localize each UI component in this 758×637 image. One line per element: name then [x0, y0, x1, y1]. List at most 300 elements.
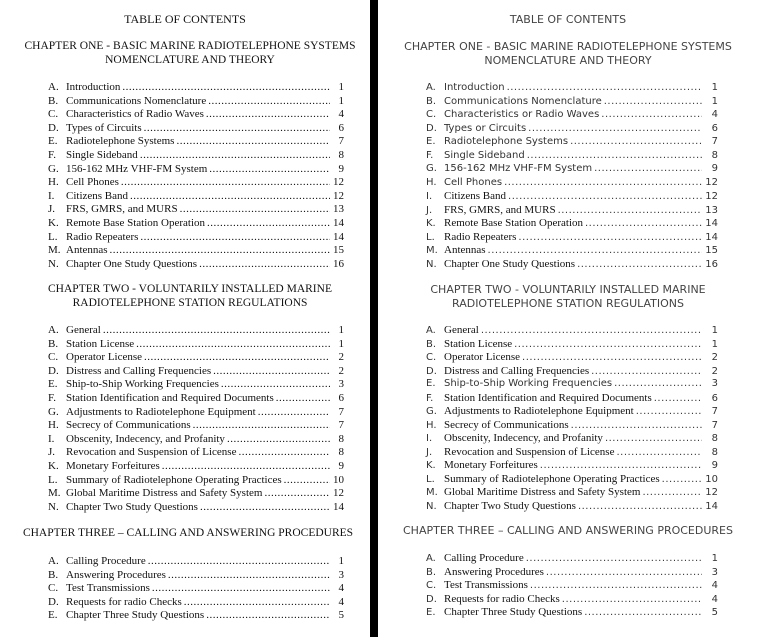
dot-leader	[110, 244, 330, 256]
dot-leader	[558, 205, 702, 216]
dot-leader	[213, 365, 330, 377]
toc-entry-letter: C.	[426, 352, 437, 363]
chapter-heading-line: NOMENCLATURE AND THEORY	[484, 53, 652, 67]
dot-leader	[591, 366, 702, 377]
toc-entry[interactable]	[48, 378, 344, 392]
toc-entry[interactable]	[426, 432, 718, 446]
chapter-two-heading	[18, 283, 362, 310]
toc-entry[interactable]	[48, 338, 344, 352]
toc-entry-page: 4	[338, 582, 344, 595]
dot-leader	[258, 406, 330, 418]
dot-leader	[514, 339, 702, 350]
toc-entry-label: Ship-to-Ship Working Frequencies	[444, 378, 613, 389]
toc-entry[interactable]	[48, 217, 344, 231]
toc-entry-letter: H.	[48, 419, 59, 432]
chapter-heading-line: NOMENCLATURE AND THEORY	[105, 53, 275, 66]
toc-entry-page: 7	[338, 419, 344, 432]
toc-entry-label: Monetary Forfeitures	[444, 459, 538, 471]
toc-entry[interactable]	[426, 96, 718, 110]
dot-leader	[207, 217, 330, 229]
dot-leader	[200, 501, 330, 513]
dot-leader	[526, 553, 702, 564]
toc-entry[interactable]	[48, 406, 344, 420]
toc-entry-letter: L.	[48, 473, 58, 486]
toc-entry-page: 6	[711, 122, 718, 134]
toc-entry[interactable]	[426, 392, 718, 406]
toc-entry-letter: B.	[48, 337, 59, 350]
toc-entry[interactable]	[48, 81, 344, 95]
toc-entry-page: 14	[333, 230, 344, 243]
toc-entry-page: 9	[338, 460, 344, 472]
dot-leader	[642, 487, 702, 498]
toc-entry-page: 15	[705, 245, 718, 256]
toc-entry-label: Introduction	[444, 82, 505, 93]
chapter-heading-line: RADIOTELEPHONE STATION REGULATIONS	[72, 296, 308, 309]
toc-entry-label: Distress and Calling Frequencies	[66, 364, 212, 377]
toc-entry-letter: D.	[426, 365, 437, 377]
dot-leader	[209, 163, 330, 175]
toc-entry-label: Characteristics of Radio Waves	[66, 108, 204, 121]
toc-entry-letter: L.	[426, 231, 435, 243]
toc-entry-label: Citizens Band	[66, 189, 129, 202]
toc-entry-label: Requests for radio Checks	[444, 592, 560, 605]
toc-entry[interactable]	[426, 579, 718, 593]
dot-leader	[136, 338, 330, 350]
dot-leader	[122, 81, 330, 93]
toc-entry[interactable]	[48, 487, 344, 501]
toc-entry-page: 14	[333, 217, 344, 229]
toc-entry-letter: C.	[426, 580, 437, 591]
dot-leader	[221, 378, 330, 390]
toc-entry-page: 1	[711, 95, 718, 107]
toc-entry-label: Secrecy of Communications	[66, 419, 191, 432]
toc-entry-label: Chapter Two Study Questions	[444, 499, 576, 512]
toc-entry-page: 12	[705, 191, 718, 202]
toc-entry[interactable]	[426, 82, 718, 96]
chapter-heading-line: CHAPTER TWO - VOLUNTARILY INSTALLED MARINE	[48, 283, 332, 295]
toc-entry-label: Monetary Forfeitures	[66, 460, 160, 472]
dot-leader	[540, 460, 702, 471]
dot-leader	[208, 95, 330, 107]
toc-entry-page: 1	[711, 325, 718, 336]
toc-entry-letter: G.	[426, 406, 437, 417]
toc-entry-label: FRS, GMRS, and MURS	[444, 203, 556, 216]
toc-entry-letter: A.	[48, 81, 59, 93]
toc-entry-label: Radio Repeaters	[444, 230, 517, 243]
toc-entry[interactable]	[426, 486, 718, 500]
toc-entry-page: 16	[705, 258, 718, 270]
toc-entry-label: Communications Nomenclature	[66, 94, 207, 107]
toc-entry-page: 14	[333, 500, 344, 513]
dot-leader	[264, 487, 330, 499]
toc-entry[interactable]	[48, 324, 344, 338]
toc-entry[interactable]	[426, 459, 718, 473]
dot-leader	[140, 149, 330, 161]
dot-leader	[206, 609, 330, 621]
toc-entry-letter: G.	[48, 405, 59, 418]
toc-entry-page: 7	[338, 135, 344, 148]
toc-entry-page: 12	[333, 189, 344, 202]
toc-entry-letter: B.	[426, 566, 437, 578]
chapter-heading-line: CHAPTER THREE – CALLING AND ANSWERING PROCEDURES	[22, 527, 354, 539]
toc-entry[interactable]	[48, 392, 344, 406]
dot-leader	[206, 108, 330, 120]
toc-entry-label: Summary of Radiotelephone Operating Practices	[444, 472, 660, 485]
toc-entry-page: 2	[711, 352, 718, 363]
dot-leader	[654, 393, 702, 404]
dot-leader	[527, 150, 702, 161]
toc-entry-letter: B.	[426, 338, 437, 350]
toc-entry-label: Remote Base Station Operation	[444, 217, 583, 229]
dot-leader	[144, 351, 330, 363]
toc-entry-page: 9	[711, 163, 718, 174]
dot-leader	[168, 569, 330, 581]
toc-entry-letter: M.	[426, 487, 438, 498]
toc-entry[interactable]	[48, 446, 344, 460]
toc-entry-page: 3	[711, 566, 718, 578]
toc-entry-page: 1	[711, 82, 718, 93]
toc-entry-letter: A.	[426, 553, 436, 564]
toc-entry-letter: J.	[426, 446, 433, 458]
toc-entry[interactable]	[48, 190, 344, 204]
toc-entry-label: Distress and Calling Frequencies	[444, 364, 590, 377]
dot-leader	[140, 231, 330, 243]
toc-entry-page: 8	[338, 149, 344, 161]
toc-entry[interactable]	[426, 338, 718, 352]
toc-entry-letter: A.	[48, 555, 59, 567]
toc-entry-letter: K.	[48, 217, 59, 229]
toc-entry[interactable]	[426, 244, 718, 258]
toc-entry[interactable]	[48, 596, 344, 610]
chapter-three-heading	[10, 527, 366, 541]
toc-entry-label: Radio Repeaters	[66, 230, 139, 243]
dot-leader	[481, 325, 702, 336]
toc-entry-label: Station License	[66, 337, 135, 350]
toc-entry-label: Types or Circuits	[444, 122, 527, 134]
dot-leader	[518, 232, 702, 243]
toc-entry-label: Test Transmissions	[444, 579, 528, 591]
toc-entry[interactable]	[426, 163, 718, 177]
toc-entry-letter: I.	[426, 191, 433, 202]
toc-entry-letter: M.	[426, 245, 438, 256]
toc-entry-page: 13	[705, 204, 718, 216]
toc-entry-page: 3	[338, 378, 344, 391]
toc-entry-letter: C.	[48, 582, 59, 595]
toc-entry-letter: C.	[48, 351, 59, 364]
toc-entry-label: Chapter Three Study Questions	[444, 606, 583, 618]
toc-entry-letter: L.	[426, 473, 435, 485]
dot-leader	[584, 607, 702, 618]
toc-entry-page: 3	[711, 378, 718, 389]
toc-entry-letter: D.	[426, 122, 437, 134]
dot-leader	[636, 406, 702, 417]
toc-entry-label: Operator License	[66, 351, 143, 364]
chapter-one-heading	[390, 40, 746, 67]
dot-leader	[546, 567, 702, 578]
toc-title: TABLE OF CONTENTS	[509, 13, 627, 26]
toc-title: TABLE OF CONTENTS	[124, 12, 246, 26]
toc-entry-label: Station Identification and Required Documents	[66, 392, 274, 404]
toc-entry-letter: K.	[426, 218, 436, 229]
toc-entry-letter: B.	[48, 568, 59, 581]
chapter-two-heading	[390, 283, 746, 310]
dot-leader	[578, 501, 702, 512]
toc-entry-label: Adjustments to Radiotelephone Equipment	[444, 405, 634, 417]
dot-leader	[152, 582, 330, 594]
toc-entry-label: Characteristics or Radio Waves	[444, 109, 600, 120]
toc-entry-letter: E.	[426, 136, 436, 147]
toc-entry[interactable]	[48, 135, 344, 149]
dot-leader	[530, 580, 702, 591]
toc-entry[interactable]	[48, 108, 344, 122]
toc-entry-page: 4	[711, 593, 718, 605]
dot-leader	[562, 594, 702, 605]
toc-entry-label: Cell Phones	[66, 176, 119, 189]
toc-entry-page: 9	[711, 460, 718, 471]
toc-entry-page: 14	[705, 500, 718, 512]
toc-entry[interactable]	[48, 244, 344, 258]
chapter-heading-line: CHAPTER TWO - VOLUNTARILY INSTALLED MARINE	[430, 283, 706, 296]
toc-entry-label: Test Transmissions	[66, 582, 150, 595]
dot-leader	[594, 163, 702, 174]
toc-entry-page: 5	[338, 609, 344, 622]
dot-leader	[184, 596, 330, 608]
toc-entry-letter: I.	[426, 433, 433, 444]
toc-entry-label: Calling Procedure	[66, 555, 146, 567]
toc-entry-letter: J.	[48, 446, 56, 459]
toc-entry[interactable]	[426, 365, 718, 379]
toc-entry-page: 4	[711, 580, 718, 591]
chapter-heading-line: CHAPTER ONE - BASIC MARINE RADIOTELEPHONE SYSTEMS	[404, 40, 732, 53]
toc-entry-letter: D.	[48, 364, 59, 377]
dot-leader	[616, 447, 702, 458]
toc-entry-page: 1	[711, 553, 718, 564]
toc-entry[interactable]	[48, 609, 344, 623]
toc-entry-label: Calling Procedure	[444, 552, 524, 564]
toc-entry-letter: J.	[48, 203, 56, 216]
toc-entry-label: Cell Phones	[444, 176, 503, 188]
toc-entry-letter: E.	[48, 135, 58, 148]
toc-entry-page: 12	[333, 176, 344, 189]
toc-entry[interactable]	[426, 593, 718, 607]
dot-leader	[604, 96, 702, 107]
toc-entry[interactable]	[426, 324, 718, 338]
toc-entry-letter: B.	[426, 95, 437, 107]
toc-entry-label: General	[66, 324, 101, 336]
toc-entry[interactable]	[426, 419, 718, 433]
toc-entry-page: 12	[705, 176, 718, 188]
toc-entry-label: Remote Base Station Operation	[66, 217, 205, 229]
toc-entry-letter: H.	[48, 176, 59, 189]
dot-leader	[130, 190, 330, 202]
dot-leader	[121, 176, 330, 188]
toc-entry-page: 2	[338, 364, 344, 377]
toc-entry-letter: E.	[426, 378, 436, 389]
toc-entry-label: Secrecy of Communications	[444, 418, 569, 431]
toc-entry[interactable]	[48, 122, 344, 136]
toc-entry[interactable]	[48, 433, 344, 447]
chapter-one-heading	[18, 40, 362, 67]
toc-entry-letter: H.	[426, 419, 437, 431]
toc-entry[interactable]	[426, 500, 718, 514]
toc-entry[interactable]	[48, 258, 344, 272]
toc-entry[interactable]	[48, 569, 344, 583]
toc-entry-label: Answering Procedures	[444, 565, 544, 578]
toc-entry-label: Station License	[444, 337, 513, 350]
toc-entry-page: 9	[338, 162, 344, 175]
toc-entry[interactable]	[48, 460, 344, 474]
toc-entry[interactable]	[426, 136, 718, 150]
dot-leader	[507, 82, 702, 93]
toc-entry-letter: A.	[426, 325, 436, 336]
dot-leader	[570, 136, 702, 147]
toc-entry[interactable]	[426, 231, 718, 245]
toc-entry-page: 7	[711, 406, 718, 417]
toc-entry[interactable]	[426, 109, 718, 123]
dot-leader	[176, 135, 330, 147]
toc-entry[interactable]	[426, 217, 718, 231]
dot-leader	[528, 123, 702, 134]
toc-entry-label: General	[444, 324, 479, 336]
toc-entry[interactable]	[426, 190, 718, 204]
toc-entry-label: Chapter One Study Questions	[444, 257, 576, 270]
dot-leader	[605, 433, 702, 444]
toc-entry-page: 5	[711, 607, 718, 618]
toc-entry-page: 14	[705, 231, 718, 243]
chapter-heading-line: RADIOTELEPHONE STATION REGULATIONS	[452, 296, 684, 310]
toc-entry-page: 12	[333, 487, 344, 500]
toc-entry[interactable]	[48, 95, 344, 109]
toc-entry-label: Introduction	[66, 81, 121, 93]
toc-entry-label: Citizens Band	[444, 190, 507, 202]
dot-leader	[227, 433, 330, 445]
toc-entry[interactable]	[48, 176, 344, 190]
toc-entry[interactable]	[426, 405, 718, 419]
toc-entry[interactable]	[426, 566, 718, 580]
toc-entry-letter: I.	[48, 432, 55, 445]
toc-entry-page: 13	[333, 203, 344, 216]
toc-entry-page: 16	[333, 257, 344, 270]
toc-entry-page: 7	[711, 136, 718, 147]
toc-entry[interactable]	[48, 419, 344, 433]
dot-leader	[601, 109, 702, 120]
toc-entry[interactable]	[48, 501, 344, 515]
toc-entry-page: 6	[338, 392, 344, 404]
dot-leader	[180, 203, 330, 215]
toc-entry[interactable]	[426, 150, 718, 164]
toc-entry-page: 1	[338, 324, 344, 336]
toc-entry-letter: E.	[48, 378, 58, 391]
toc-entry[interactable]	[426, 378, 718, 392]
toc-entry-label: FRS, GMRS, and MURS	[66, 203, 178, 216]
toc-entry-label: Obscenity, Indecency, and Profanity	[66, 432, 225, 445]
dot-leader	[238, 446, 330, 458]
dot-leader	[276, 392, 330, 404]
toc-entry[interactable]	[426, 177, 718, 191]
toc-entry-letter: I.	[48, 189, 55, 202]
toc-entry[interactable]	[48, 203, 344, 217]
dot-leader	[284, 474, 330, 486]
toc-entry-letter: D.	[48, 595, 59, 608]
toc-entry-letter: L.	[48, 230, 58, 243]
toc-entry-letter: J.	[426, 204, 433, 216]
toc-entry-letter: G.	[426, 163, 437, 174]
dot-leader	[148, 555, 330, 567]
toc-entry-label: Summary of Radiotelephone Operating Practices	[66, 473, 282, 486]
toc-entry-label: Communications Nomenclature	[444, 95, 602, 107]
toc-entry-page: 4	[711, 109, 718, 120]
toc-entry-page: 7	[338, 405, 344, 418]
toc-entry-label: Obscenity, Indecency, and Profanity	[444, 432, 603, 444]
toc-entry-letter: N.	[48, 257, 59, 270]
toc-entry[interactable]	[426, 351, 718, 365]
toc-entry[interactable]	[48, 555, 344, 569]
toc-entry[interactable]	[426, 258, 718, 272]
toc-entry-label: 156-162 MHz VHF-FM System	[66, 162, 208, 175]
toc-entry[interactable]	[426, 204, 718, 218]
toc-entry-label: Global Maritime Distress and Safety System	[66, 487, 263, 500]
toc-entry[interactable]	[426, 473, 718, 487]
toc-entry-label: Ship-to-Ship Working Frequencies	[66, 378, 219, 391]
toc-entry-page: 12	[705, 487, 718, 498]
dot-leader	[144, 122, 330, 134]
toc-entry-page: 8	[711, 149, 718, 161]
toc-entry-page: 2	[711, 365, 718, 377]
toc-entry[interactable]	[426, 446, 718, 460]
toc-entry-page: 8	[711, 446, 718, 458]
toc-entry[interactable]	[426, 552, 718, 566]
toc-entry-label: Global Maritime Distress and Safety System	[444, 486, 641, 498]
toc-entry[interactable]	[426, 123, 718, 137]
toc-entry-page: 2	[338, 351, 344, 364]
dot-leader	[508, 191, 702, 202]
toc-entry-letter: C.	[426, 109, 437, 120]
chapter-three-heading	[382, 524, 754, 538]
left-toc-page	[0, 0, 370, 637]
toc-entry-letter: B.	[48, 94, 59, 107]
page-divider	[370, 0, 378, 637]
toc-entry-page: 8	[338, 446, 344, 459]
dot-leader	[662, 474, 702, 485]
toc-entry[interactable]	[48, 365, 344, 379]
toc-entry[interactable]	[48, 582, 344, 596]
toc-entry-label: Radiotelephone Systems	[444, 136, 569, 147]
toc-entry-page: 7	[711, 419, 718, 431]
toc-entry-label: Radiotelephone Systems	[66, 135, 175, 148]
toc-entry-label: Single Sideband	[66, 149, 138, 161]
toc-entry-label: Antennas	[66, 244, 108, 257]
toc-entry-page: 8	[711, 433, 718, 444]
toc-entry[interactable]	[48, 163, 344, 177]
toc-entry[interactable]	[48, 231, 344, 245]
toc-entry-page: 3	[338, 568, 344, 581]
toc-entry-label: Single Sideband	[444, 149, 525, 161]
toc-entry[interactable]	[48, 474, 344, 488]
toc-entry[interactable]	[48, 149, 344, 163]
toc-entry-page: 1	[711, 338, 718, 350]
toc-entry-page: 1	[338, 81, 344, 93]
toc-entry[interactable]	[426, 606, 718, 620]
toc-entry-letter: F.	[48, 392, 56, 404]
dot-leader	[488, 245, 702, 256]
toc-entry[interactable]	[48, 351, 344, 365]
toc-entry-letter: M.	[48, 487, 61, 500]
toc-entry-page: 6	[711, 392, 718, 404]
toc-entry-label: Types of Circuits	[66, 121, 142, 134]
chapter-heading-line: CHAPTER ONE - BASIC MARINE RADIOTELEPHONE SYSTEMS	[24, 40, 356, 52]
toc-entry-page: 14	[705, 218, 718, 229]
toc-entry-letter: C.	[48, 108, 59, 121]
